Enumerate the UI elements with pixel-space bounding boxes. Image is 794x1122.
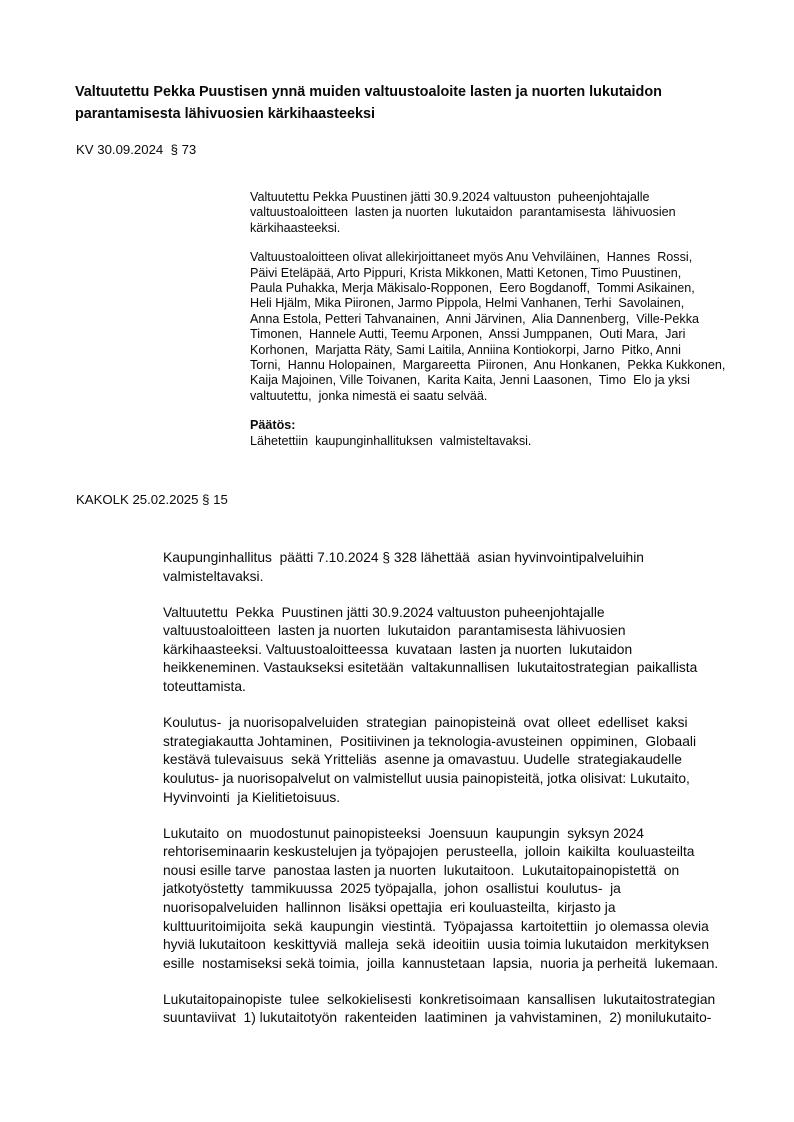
text-line: Kaija Majoinen, Ville Toivanen, Karita Kaita, Jenni Laasonen, Timo Elo ja yksi [250,373,690,388]
text-line: heikkeneminen. Vastaukseksi esitetään valtakunnallisen lukutaitostrategian paikallista [163,660,698,676]
text-line: jatkotyöstetty tammikuussa 2025 työpajalla, johon osallistui koulutus- ja [163,881,621,897]
text-line: suuntaviivat 1) lukutaitotyön rakenteiden laatiminen ja vahvistaminen, 2) monilukutaito- [163,1010,712,1026]
text-line: strategiakautta Johtaminen, Positiivinen ja teknologia-avusteinen oppiminen, Globaali [163,733,697,749]
text-line: valtuustoaloitteen lasten ja nuorten lukutaidon parantamisesta lähivuosien [250,205,676,220]
decision-text: Lähetettiin kaupunginhallituksen valmisteltavaksi. [250,433,532,448]
text-line: toteuttamista. [163,679,246,695]
text-line: nuorisopalveluiden hallinnon lisäksi opettajia eri kouluasteilta, kirjasto ja [163,900,616,915]
kv-paragraph-signatories [250,250,770,404]
text-line: Hyvinvointi ja Kielitietoisuus. [163,789,341,805]
text-line: rehtoriseminaarin keskustelujen ja työpajojen perusteella, jolloin kaikilta kouluasteilta [163,844,695,860]
text-line: esille nostamiseksi sekä toimia, joilla kannustetaan lapsia, nuoria ja perheitä lukemaan. [163,955,719,971]
text-line: Kaupunginhallitus päätti 7.10.2024 § 328 lähettää asian hyvinvointipalveluihin [163,550,644,565]
text-line: Valtuutettu Pekka Puustinen jätti 30.9.2024 valtuuston puheenjohtajalle [163,604,605,620]
text-line: Torni, Hannu Holopainen, Margareetta Piironen, Anu Honkanen, Pekka Kukkonen, [250,358,726,373]
text-line: Heli Hjälm, Mika Piironen, Jarmo Pippola, Helmi Vanhanen, Terhi Savolainen, [250,296,685,311]
text-line: hyviä lukutaitoon keskittyviä malleja sekä ideoitiin uusia toimia lukutaidon merkityksen [163,937,710,953]
kakolk-paragraph-strategy [163,714,778,807]
text-line: kestävä tulevaisuus sekä Yritteliäs asenne ja omavastuu. Uudelle strategiakaudelle [163,752,682,768]
text-line: Lukutaitopainopiste tulee selkokielisesti konkretisoimaan kansallisen lukutaitostrategian [163,991,716,1007]
kakolk-paragraph-workshops [163,825,778,974]
decision-label: Päätös: [250,418,296,433]
text-line: valtuutettu, jonka nimestä ei saatu selvää. [250,388,488,403]
text-line: Paula Puhakka, Merja Mäkisalo-Ropponen, Eero Bogdanoff, Tommi Asikainen, [250,281,695,296]
text-line: valtuustoaloitteen lasten ja nuorten lukutaidon parantamisesta lähivuosien [163,623,626,639]
kv-section-heading: KV 30.09.2024 § 73 [76,142,197,157]
text-line: Valtuutettu Pekka Puustinen jätti 30.9.2024 valtuuston puheenjohtajalle [250,190,650,204]
text-line: kärkihaasteeksi. [250,220,341,235]
text-line: Anna Estola, Petteri Tahvanainen, Anni Järvinen, Alia Dannenberg, Ville-Pekka [250,311,699,326]
text-line: Päivi Eteläpää, Arto Pippuri, Krista Mikkonen, Matti Ketonen, Timo Puustinen, [250,265,682,280]
text-line: Koulutus- ja nuorisopalveluiden strategian painopisteinä ovat olleet edelliset kaksi [163,715,688,731]
kakolk-section-body [163,549,778,1046]
kakolk-paragraph-background [163,604,778,697]
text-line: Lukutaito on muodostunut painopisteeksi Joensuun kaupungin syksyn 2024 [163,825,644,841]
document-title [75,82,735,125]
text-line: Korhonen, Marjatta Räty, Sami Laitila, Anniina Kontiokorpi, Jarno Pitko, Anni [250,342,681,357]
kv-paragraph-initiative [250,190,770,236]
text-line: nousi esille tarve panostaa lasten ja nuorten lukutaitoon. Lukutaitopainopistettä on [163,862,680,878]
text-line: Valtuustoaloitteen olivat allekirjoittaneet myös Anu Vehviläinen, Hannes Rossi, [250,250,693,265]
kakolk-paragraph-referral [163,549,778,586]
kakolk-section-heading: KAKOLK 25.02.2025 § 15 [76,492,228,507]
text-line: kärkihaasteeksi. Valtuustoaloitteessa kuvataan lasten ja nuorten lukutaidon [163,641,633,657]
text-line: kulttuuritoimijoita sekä kaupungin viestintä. Työpajassa kartoitettiin jo olemassa olevia [163,918,709,934]
kv-decision-block [250,418,770,449]
text-line: Timonen, Hannele Autti, Teemu Arponen, Anssi Jumppanen, Outi Mara, Jari [250,327,686,342]
kakolk-paragraph-guidelines [163,991,778,1028]
document-title-line-2: parantamisesta lähivuosien kärkihaasteeksi [75,105,375,122]
kv-section-body [250,190,770,463]
document-title-line-1: Valtuutettu Pekka Puustisen ynnä muiden valtuustoaloite lasten ja nuorten lukutaidon [75,84,662,100]
text-line: valmisteltavaksi. [163,568,264,584]
text-line: koulutus- ja nuorisopalvelut on valmistellut uusia painopisteitä, jotka olisivat: Lukutaito, [163,770,690,786]
